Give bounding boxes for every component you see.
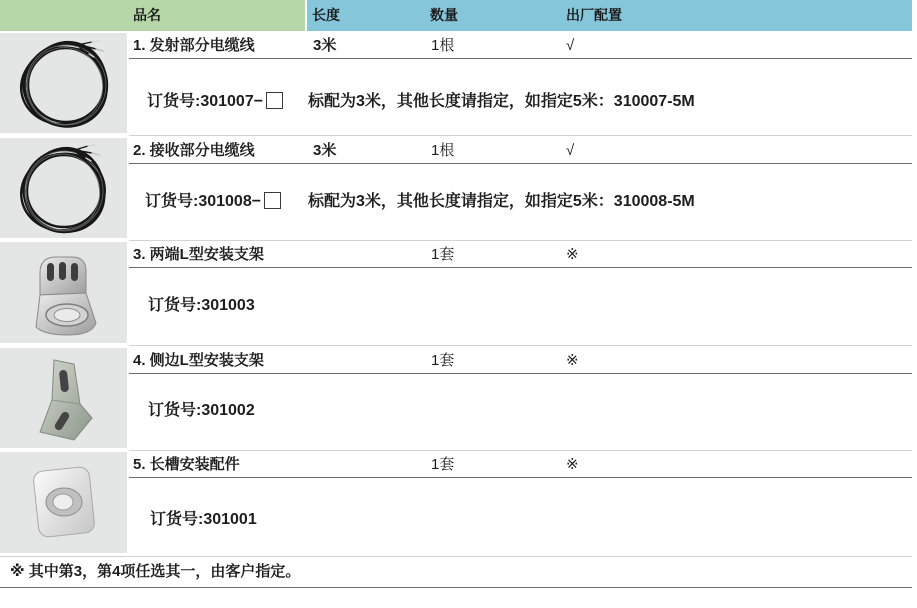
footer-note: ※ 其中第3，第4项任选其一，由客户指定。 [10,563,301,580]
row-divider [129,135,912,136]
item-name: 5. 长槽安装配件 [133,456,240,473]
item-config: √ [566,37,575,54]
item-config: ※ [566,246,579,263]
item-spec-line [129,138,912,164]
item-spec-line [129,348,912,374]
row-divider [129,240,912,241]
header-config: 出厂配置 [566,7,622,23]
table-row [0,138,912,238]
order-suffix-box [264,192,281,209]
order-number: 订货号:301001 [150,511,257,528]
table-row [0,452,912,553]
double-end-l-bracket-icon [0,243,127,343]
item-name: 1. 发射部分电缆线 [133,37,255,54]
row-divider [129,345,912,346]
item-config: ※ [566,352,579,369]
product-image [0,452,127,553]
product-image [0,33,127,133]
side-l-bracket-icon [0,348,127,448]
item-config: ※ [566,456,579,473]
footer-divider-top [0,556,912,557]
item-length: 3米 [313,37,337,54]
order-number-text: 订货号:301008− [145,193,262,210]
order-number: 订货号:301003 [148,297,255,314]
table-row [0,242,912,343]
product-image [0,242,127,343]
item-name: 2. 接收部分电缆线 [133,142,255,159]
order-number: 订货号:301002 [148,402,255,419]
header-length: 长度 [312,7,340,23]
item-spec-line [129,452,912,478]
item-length: 3米 [313,142,337,159]
cable-coil-icon [0,138,127,238]
slot-mount-plate-icon [0,453,127,553]
order-suffix-box [266,92,283,109]
footer-divider-bottom [0,587,912,588]
row-divider [129,450,912,451]
order-number [147,90,283,114]
header-name: 品名 [133,7,161,23]
table-row [0,33,912,133]
item-quantity: 1套 [431,456,455,473]
item-spec-line [129,33,912,59]
header-quantity: 数量 [430,7,458,23]
length-note: 标配为3米，其他长度请指定，如指定5米：310008-5M [308,193,695,210]
table-row [0,348,912,448]
product-image [0,138,127,238]
item-quantity: 1根 [431,142,455,159]
item-spec-line [129,242,912,268]
length-note: 标配为3米，其他长度请指定，如指定5米：310007-5M [308,93,695,110]
item-name: 3. 两端L型安装支架 [133,246,264,263]
cable-coil-icon [0,33,127,133]
item-quantity: 1套 [431,352,455,369]
item-quantity: 1套 [431,246,455,263]
order-number-text: 订货号:301007− [147,93,264,110]
product-image [0,348,127,448]
item-config: √ [566,142,575,159]
item-quantity: 1根 [431,37,455,54]
item-name: 4. 侧边L型安装支架 [133,352,264,369]
order-number [145,190,281,214]
